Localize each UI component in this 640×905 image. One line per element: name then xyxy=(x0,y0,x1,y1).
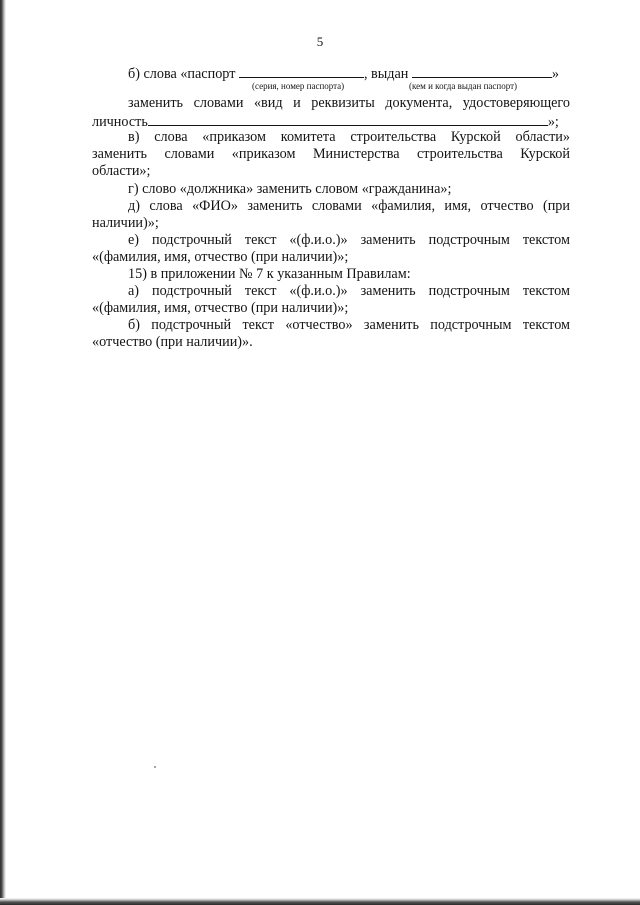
identity-blank xyxy=(148,112,548,126)
paragraph-v-line-3: области»; xyxy=(92,163,151,179)
paragraph-d-line-2: наличии)»; xyxy=(92,215,159,231)
identity-line-prefix: личность xyxy=(92,114,148,130)
paragraph-15a-line-1: а) подстрочный текст «(ф.и.о.)» заменить подстрочным текстом xyxy=(128,283,570,299)
paragraph-d-line-1: д) слова «ФИО» заменить словами «фамилия, имя, отчество (при xyxy=(128,198,570,214)
passport-line-end: » xyxy=(551,66,560,82)
caption-passport-number: (серия, номер паспорта) xyxy=(252,81,345,91)
passport-issued-blank xyxy=(412,64,552,78)
paragraph-15: 15) в приложении № 7 к указанным Правилам: xyxy=(128,266,411,282)
paragraph-e-line-1: е) подстрочный текст «(ф.и.о.)» заменить подстрочным текстом xyxy=(128,232,570,248)
identity-line-end: »; xyxy=(547,114,559,130)
caption-passport-issued: (кем и когда выдан паспорт) xyxy=(409,81,518,91)
scan-artifact-dot xyxy=(154,766,156,768)
page-number: 5 xyxy=(316,34,324,49)
paragraph-g: г) слово «должника» заменить словом «гражданина»; xyxy=(128,181,452,197)
paragraph-15a-line-2: «(фамилия, имя, отчество (при наличии)»; xyxy=(92,300,349,316)
scan-edge-bottom xyxy=(0,898,640,905)
paragraph-e-line-2: «(фамилия, имя, отчество (при наличии)»; xyxy=(92,249,349,265)
passport-line-prefix: б) слова «паспорт xyxy=(128,66,236,82)
passport-number-blank xyxy=(239,64,364,78)
passport-line xyxy=(92,64,570,81)
paragraph-v-line-1: в) слова «приказом комитета строительства Курской области» xyxy=(128,129,570,145)
passport-line-mid: , выдан xyxy=(363,66,409,82)
paragraph-15b-line-2: «отчество (при наличии)». xyxy=(92,334,253,350)
identity-line xyxy=(92,112,570,129)
paragraph-line-2: заменить словами «вид и реквизиты документа, удостоверяющего xyxy=(128,95,570,111)
paragraph-v-line-2: заменить словами «приказом Министерства строительства Курской xyxy=(92,146,570,162)
paragraph-15b-line-1: б) подстрочный текст «отчество» заменить подстрочным текстом xyxy=(128,317,570,333)
scan-edge-left xyxy=(0,0,6,905)
